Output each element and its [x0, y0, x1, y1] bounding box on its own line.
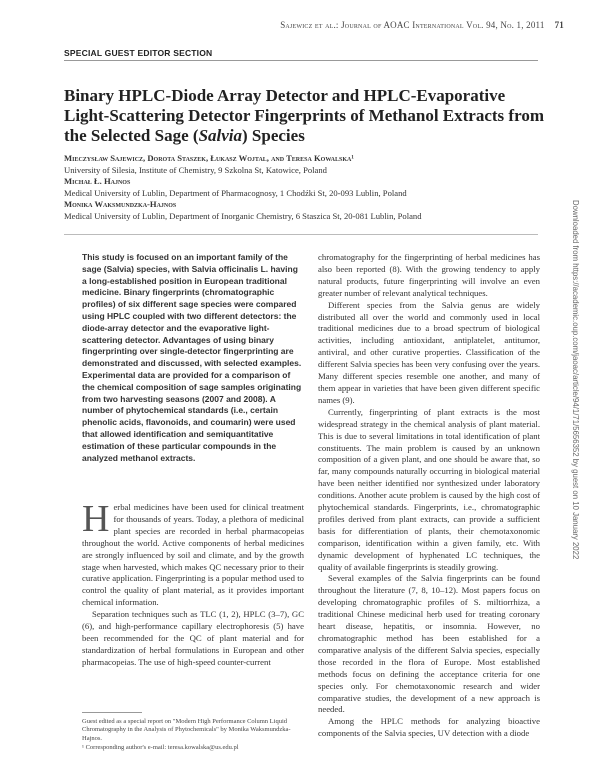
author-block [64, 153, 544, 222]
footnote: ¹ Corresponding author's e-mail: teresa.kowalska@us.edu.pl [82, 744, 239, 752]
article-title [64, 86, 544, 146]
body-paragraph: Among the HPLC methods for analyzing bioactive components of the Salvia species, UV detection with a diode [318, 716, 540, 739]
paragraph-text: erbal medicines have been used for clinical treatment for thousands of years. Today, a plethora of medicinal plant species are recorded in herbal pharmacopeias throughout the world. Active components of herbal medicines are strongly influenced by soil and climate, and by the growth stage when harvested, which makes QC necessary prior to their curative application. Fingerprinting is a popular method used to control the quality of plant material, as it provides important chemical information. [82, 502, 304, 608]
title-part-2: ) Species [242, 126, 305, 145]
author-names: Michał Ł. Hajnos [64, 176, 131, 186]
body-paragraph: Different species from the Salvia genus are widely distributed all over the world and commonly used in local traditional medicines due to a broad spectrum of biological activities, including antioxidant, antiplatelet, antitumor, antiviral, and other curative properties. Classification of the different Salvia species has been very confusing over the years. Many different species resemble one another, and many of them appear in varieties that have been given different specific names (9). [318, 299, 540, 405]
author-names: Monika Waksmundzka-Hajnos [64, 199, 177, 209]
dropcap: H [82, 498, 110, 540]
body-right-column [318, 252, 540, 740]
abstract: This study is focused on an important family of the sage (Salvia) species, with Salvia officinalis L. having a long-established position in European traditional medicine. Binary fingerprints (chromatographic profiles) of six different sage species were compared using HPLC coupled with two different detectors: the diode-array detector and the evaporative light- scattering detector. Advantages of using binary fingerprinting over single-detector fingerprinting are demonstrated and discussed, with selected examples. Experimental data are provided for a comparison of the chemical composition of sage samples originating from two harvesting seasons (2007 and 2008). A number of phytochemical standards (i.e., certain phenolic acids, flavonoids, and coumarin) were used that allowed identification and semiquantitative estimation of these particular compounds in the analyzed methanol extracts. [82, 252, 302, 463]
running-head-text: Sajewicz et al.: Journal of AOAC International Vol. 94, No. 1, 2011 [280, 20, 545, 30]
title-italic: Salvia [198, 126, 243, 145]
author-affiliation: Medical University of Lublin, Department of Pharmacognosy, 1 Chodźki St, 20-093 Lublin, Poland [64, 187, 407, 198]
footnote: Guest edited as a special report on "Modern High Performance Column Liquid Chromatography in the Analysis of Phytochemicals" by Monika Waksmundzka-Hajnos. [82, 718, 291, 742]
download-notice: Downloaded from https://academic.oup.com/jaoac/article/94/1/71/5656352 by guest on 10 January 2022 [571, 200, 580, 560]
top-divider [64, 60, 538, 61]
running-head [280, 20, 564, 30]
footnotes [82, 718, 304, 754]
title-part-1: Binary HPLC-Diode Array Detector and HPLC-Evaporative Light-Scattering Detector Fingerprints of Methanol Extracts from the Selected Sage ( [64, 86, 544, 145]
body-paragraph [82, 498, 304, 609]
section-label: SPECIAL GUEST EDITOR SECTION [64, 48, 213, 58]
author-names: Mieczysław Sajewicz, Dorota Staszek, Łukasz Wojtal, and Teresa Kowalska¹ [64, 153, 354, 163]
author-affiliation: University of Silesia, Institute of Chemistry, 9 Szkolna St, Katowice, Poland [64, 164, 327, 175]
author-affiliation: Medical University of Lublin, Department of Inorganic Chemistry, 6 Staszica St, 20-081 Lublin, Poland [64, 210, 422, 221]
body-paragraph: Separation techniques such as TLC (1, 2), HPLC (3–7), GC (6), and high-performance capillary electrophoresis (5) have been recommended for the QC of plant material and for standardization of herbal formulations in European and other pharmacopeias. The use of high-speed counter-current [82, 609, 304, 667]
page-number: 71 [554, 20, 564, 30]
body-left-column [82, 498, 304, 669]
body-paragraph: chromatography for the fingerprinting of herbal medicines has also been reported (8). With the growing tendency to apply natural products, future fingerprinting will involve an even greater number of relevant analytical techniques. [318, 252, 540, 298]
abstract-divider [64, 234, 538, 235]
footnote-divider [82, 712, 142, 713]
body-paragraph: Several examples of the Salvia fingerprints can be found throughout the literature (7, 8, 10–12). Most papers focus on developing chromatographic profiles of S. miltiorrhiza, a traditional Chinese medicinal herb used for treating coronary heart disease, hepatitis, or insomnia. However, no chromatographic method has been established for a comparative analysis of the different Salvia species, especially those recorded in the flora of Europe. Most established methods focus on defining the acceptance criteria for one species only. For chemotaxonomic research and wider comparative studies, the development of a new approach is needed. [318, 573, 540, 715]
body-paragraph: Currently, fingerprinting of plant extracts is the most widespread strategy in the chemical analysis of plant material. This is due to several limitations in total identification of plant constituents. The main problem is caused by an unknown composition of a given plant, and one should be aware that, so far, many compounds naturally occurring in biological material have been neither identified nor synthesized under laboratory conditions. Another acute problem is caused by the high cost of phytochemical standards. Fingerprints, i.e., chromatographic profiles derived from plant extracts, can provide a sufficient basis for differentiation of plants, their chemotaxonomic comparison, identification within a given family, etc. With dynamic development of hyphenated LC techniques, the quality of available fingerprints is steadily growing. [318, 406, 540, 572]
